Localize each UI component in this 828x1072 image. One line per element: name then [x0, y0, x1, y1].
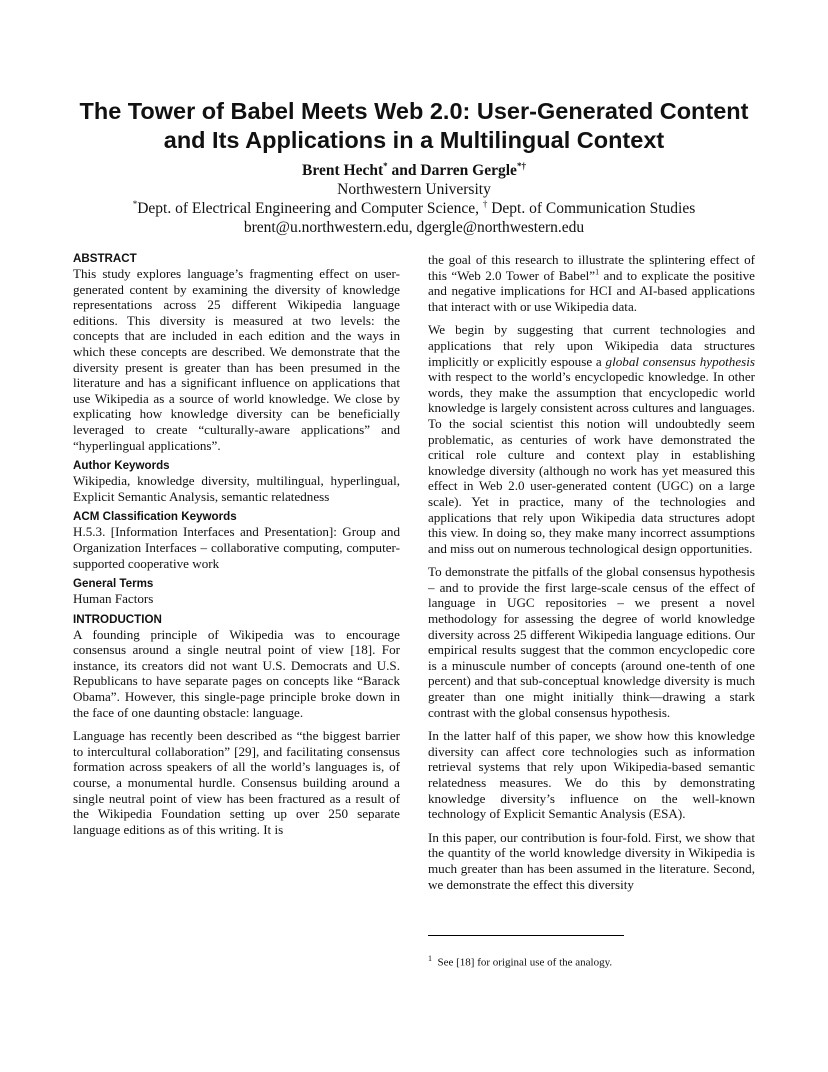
right-paragraph-2-b: with respect to the world’s encyclopedic knowledge. In other words, they make the assumption that encyclopedic world knowledge is largely consistent across cultures and languages. To the social scientist this notion will undoubtedly seem problematic, as centuries of work have demonstrated the critical role culture and context play in establishing knowledge diversity (although no work has yet measured this effect in Web 2.0 user-generated content (UGC) on a large scale). Yet in practice, many of the technologies and applications that rely upon Wikipedia data structures adopt this view. In doing so, they make many incorrect assumptions and miss out on numerous technological design opportunities.: [428, 369, 755, 556]
right-column: [428, 252, 755, 900]
intro-heading: INTRODUCTION: [73, 612, 162, 626]
right-paragraph-1: [428, 252, 755, 314]
right-paragraph-1-b: and to explicate the positive and negative implications for HCI and AI-based applications that interact with or use Wikipedia data.: [428, 267, 755, 314]
author-1: Brent Hecht: [302, 162, 384, 179]
author-2: Darren Gergle: [420, 162, 517, 179]
right-paragraph-1-a: the goal of this research to illustrate the splintering effect of this “Web 2.0 Tower of Babel”: [428, 252, 755, 283]
dept-1-mark: *: [132, 198, 138, 209]
footnote-ref: 1: [595, 267, 600, 277]
right-paragraph-2-a: We begin by suggesting that current technologies and applications that rely upon Wikipedia data structures implicitly or explicitly espouse a: [428, 322, 755, 369]
left-column: [73, 252, 400, 845]
author-2-mark: *†: [516, 160, 526, 171]
right-paragraph-2-em: global consensus hypothesis: [605, 353, 755, 369]
right-paragraph-5: In this paper, our contribution is four-fold. First, we show that the quantity of the world knowledge diversity in Wikipedia is much greater than has been assumed in the literature. Second, we demonstrate the effect this diversity: [428, 829, 755, 892]
dept-2: Dept. of Communication Studies: [487, 200, 696, 217]
intro-paragraph-1: A founding principle of Wikipedia was to encourage consensus around a single neutral point of view [18]. For instance, its creators did not want U.S. Democrats and U.S. Republicans to have separate pages on concepts like “Barack Obama”. However, this single-page principle broke down in the face of one daunting obstacle: language.: [73, 626, 400, 720]
emails: brent@u.northwestern.edu, dgergle@northwestern.edu: [243, 219, 585, 236]
terms-heading: General Terms: [73, 577, 154, 591]
acm-text: H.5.3. [Information Interfaces and Presentation]: Group and Organization Interfaces – collaborative computing, computer-supported cooperative work: [73, 524, 400, 571]
author-conjunction: and: [387, 162, 421, 179]
keywords-text: Wikipedia, knowledge diversity, multilingual, hyperlingual, Explicit Semantic Analysis, semantic relatedness: [73, 473, 400, 504]
footnote-mark: 1: [428, 954, 432, 963]
author-names: [0, 161, 828, 180]
footnote-divider: [428, 935, 624, 936]
footnote-text: See [18] for original use of the analogy.: [437, 956, 613, 969]
right-paragraph-3: To demonstrate the pitfalls of the global consensus hypothesis – and to provide the first large-scale census of the effect of language in UGC repositories – we present a novel methodology for assessing the degree of world knowledge diversity across 25 different Wikipedia language editions. Our empirical results suggest that the common encyclopedic core is a minuscule number of concepts (around one-tenth of one percent) and that sub-conceptual knowledge diversity is much greater than one might initially think—drawing a stark contrast with the global consensus hypothesis.: [428, 564, 755, 720]
keywords-heading: Author Keywords: [73, 459, 170, 473]
acm-heading: ACM Classification Keywords: [73, 510, 237, 524]
right-paragraph-2: [428, 322, 755, 556]
dept-1: Dept. of Electrical Engineering and Computer Science,: [137, 200, 483, 217]
author-block: [0, 161, 828, 237]
author-1-mark: *: [383, 160, 388, 171]
abstract-heading: ABSTRACT: [73, 252, 137, 265]
affiliation: Northwestern University: [337, 181, 491, 198]
abstract-text: This study explores language’s fragmenting effect on user-generated content by examining the diversity of knowledge representations across 25 different Wikipedia language editions. This diversity is measured at two levels: the concepts that are included in each edition and the ways in which these concepts are described. We demonstrate that the diversity present is greater than has been presumed in the literature and has a significant influence on applications that use Wikipedia as a source of world knowledge. We close by explicating how knowledge diversity can be beneficially leveraged to create “culturally-aware applications” and “hyperlingual applications”.: [73, 266, 400, 453]
right-paragraph-4: In the latter half of this paper, we show how this knowledge diversity can affect core technologies such as information retrieval systems that rely upon Wikipedia-based semantic relatedness measures. We do this by demonstrating knowledge diversity’s influence on the well-known technology of Explicit Semantic Analysis (ESA).: [428, 728, 755, 822]
intro-paragraph-2: Language has recently been described as “the biggest barrier to intercultural collaboration” [29], and facilitating consensus formation across speakers of all the world’s languages is, of course, a monumental hurdle. Consensus building around a single neutral point of view has been fractured as a result of the Wikipedia Foundation setting up over 250 separate language editions as of this writing. It is: [73, 728, 400, 837]
departments: [0, 199, 828, 218]
footnote: [428, 952, 612, 970]
dept-2-mark: †: [482, 198, 488, 209]
terms-text: Human Factors: [73, 591, 154, 607]
paper-title: The Tower of Babel Meets Web 2.0: User-Generated Content and Its Applications in a Multilingual Context: [79, 98, 749, 153]
